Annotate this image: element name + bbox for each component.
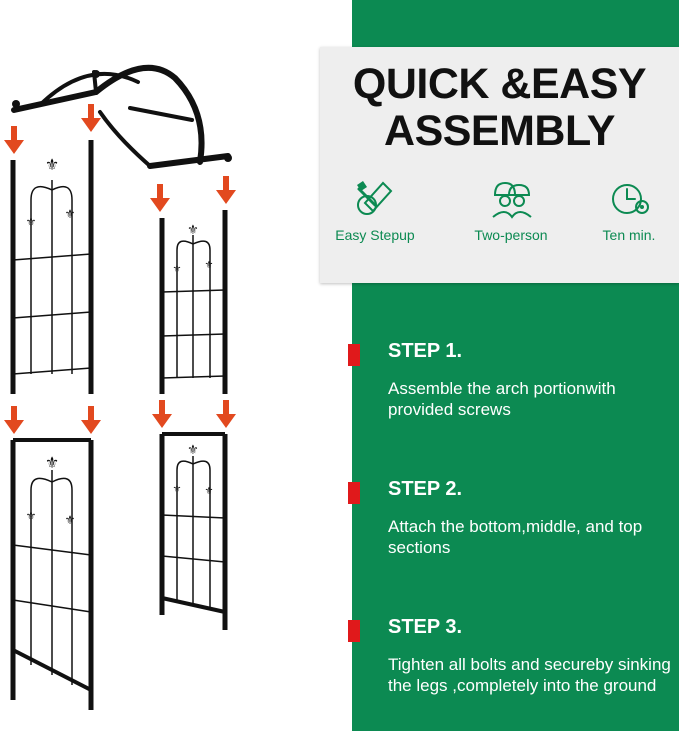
feature-label: Two-person	[474, 227, 548, 243]
feature-ten-min	[574, 177, 679, 243]
down-arrow-icon	[4, 126, 24, 154]
banner-title-line-2: ASSEMBLY	[384, 107, 615, 155]
feature-label: Easy Stepup	[335, 227, 415, 243]
svg-text:⚜: ⚜	[187, 442, 199, 457]
down-arrow-icon	[81, 104, 101, 132]
step-description: Attach the bottom,middle, and top sections	[388, 517, 643, 557]
down-arrow-icon	[216, 176, 236, 204]
svg-text:⚜: ⚜	[44, 455, 60, 472]
svg-text:⚜: ⚜	[204, 260, 214, 271]
down-arrow-icon	[152, 400, 172, 428]
left-middle-panel	[13, 140, 91, 394]
down-arrow-icon	[81, 406, 101, 434]
feature-easy-stepup	[320, 177, 430, 243]
svg-text:⚜: ⚜	[64, 513, 76, 527]
right-middle-panel	[162, 210, 225, 394]
svg-text:⚜: ⚜	[172, 264, 182, 275]
left-bottom-panel	[13, 440, 91, 710]
svg-text:⚜: ⚜	[64, 207, 76, 221]
feature-label: Ten min.	[602, 227, 656, 243]
svg-text:⚜: ⚜	[44, 157, 60, 174]
step-description: Assemble the arch portionwith provided screws	[388, 379, 616, 419]
down-arrow-icon	[4, 406, 24, 434]
right-bottom-panel	[162, 434, 225, 630]
step-title: STEP 1.	[388, 340, 463, 362]
quick-easy-assembly-banner	[320, 47, 679, 283]
two-workers-icon	[489, 177, 533, 221]
banner-title-line-1: QUICK &EASY	[352, 60, 647, 108]
svg-text:⚜: ⚜	[172, 484, 182, 495]
banner-title	[320, 61, 679, 155]
svg-text:⚜: ⚜	[25, 509, 37, 523]
step-marker	[348, 482, 360, 504]
step-marker	[348, 344, 360, 366]
step-title: STEP 3.	[388, 616, 463, 638]
tools-icon	[353, 177, 397, 221]
svg-text:⚜: ⚜	[187, 222, 199, 237]
svg-text:⚜: ⚜	[204, 486, 214, 497]
clock-gear-icon	[607, 177, 651, 221]
step-description: Tighten all bolts and secureby sinking the legs ,completely into the ground	[388, 655, 671, 695]
down-arrow-icon	[216, 400, 236, 428]
step-title: STEP 2.	[388, 478, 463, 500]
down-arrow-icon	[150, 184, 170, 212]
feature-two-person	[456, 177, 566, 243]
svg-text:⚜: ⚜	[25, 215, 37, 229]
step-marker	[348, 620, 360, 642]
arch-top-section	[12, 68, 232, 166]
